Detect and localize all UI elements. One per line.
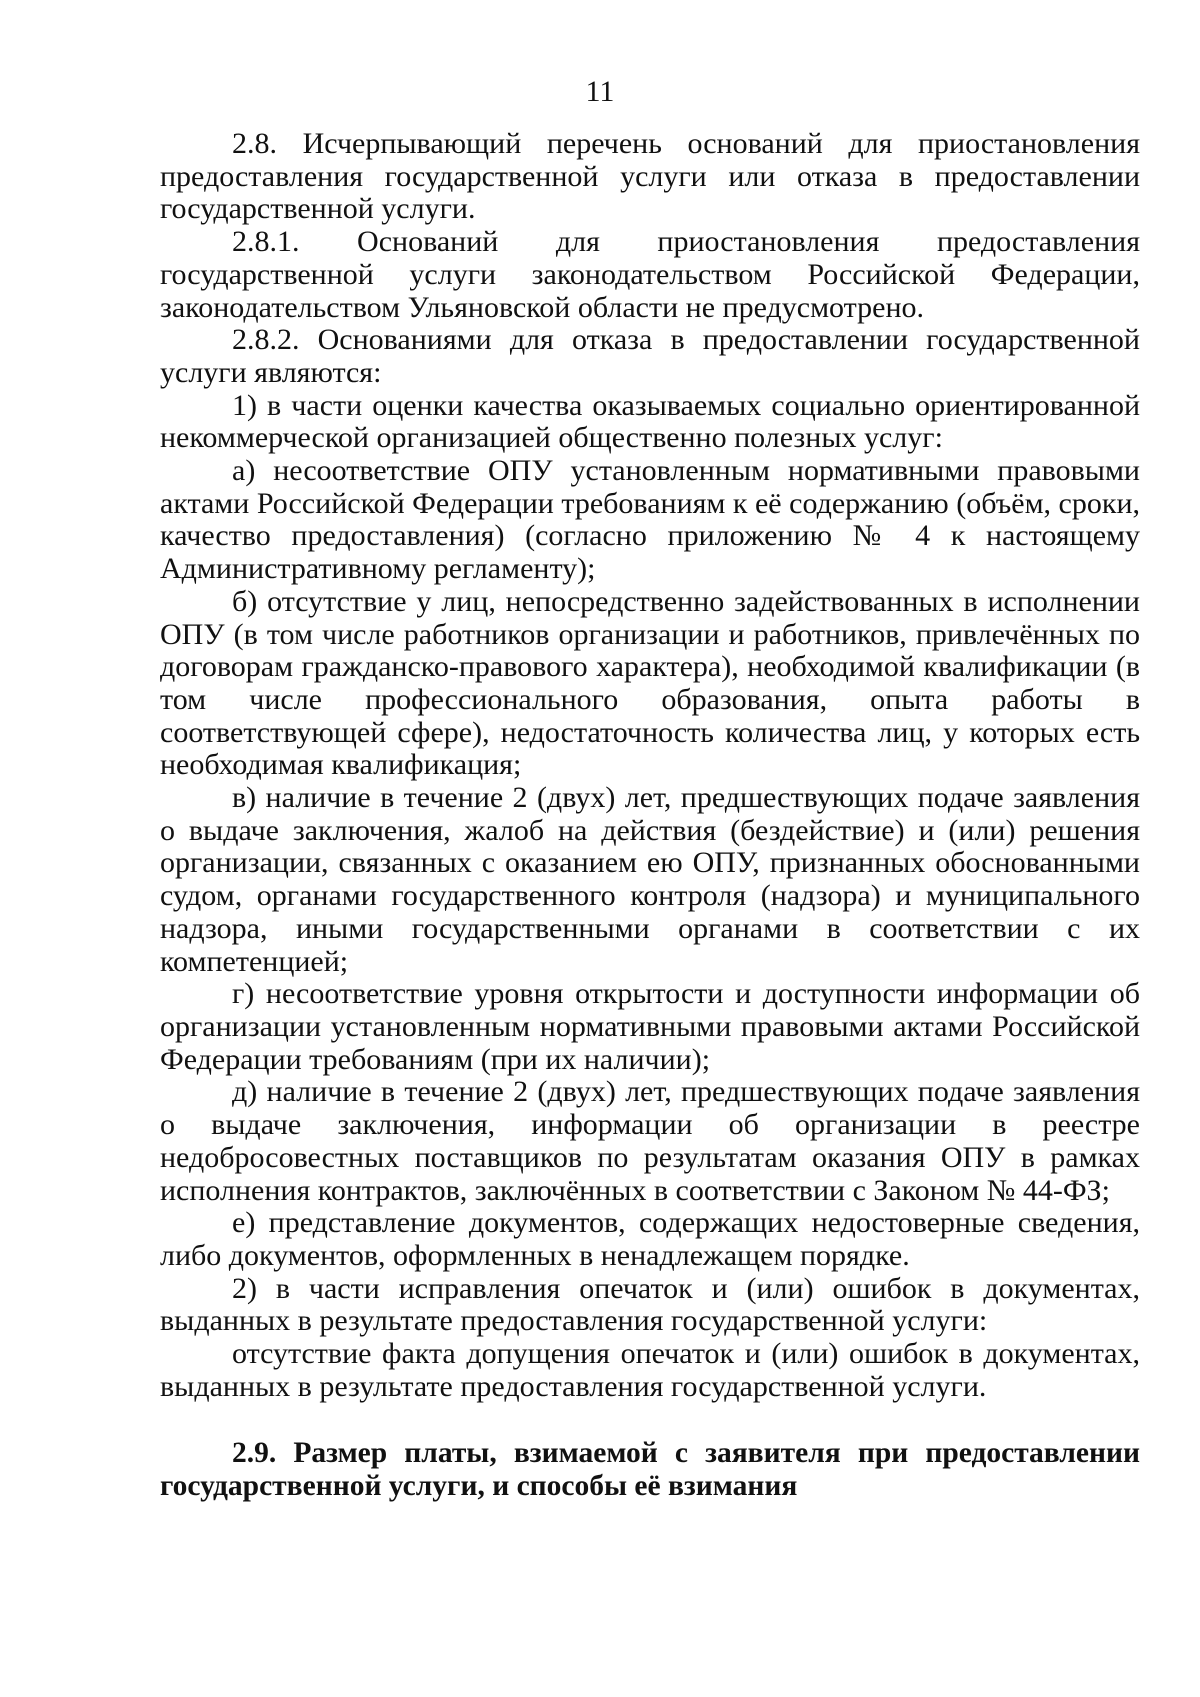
paragraph-item-d: д) наличие в течение 2 (двух) лет, предшествующих подаче заявления о выдаче заключения, информации об организации в реестре недобросовестных поставщиков по результатам оказания ОПУ в рамках исполнения контрактов, заключённых в соответствии с Законом № 44-ФЗ; bbox=[160, 1075, 1140, 1207]
paragraph-item-2: 2) в части исправления опечаток и (или) ошибок в документах, выданных в результате предоставления государственной услуги: bbox=[160, 1271, 1140, 1338]
paragraph-item-e: е) представление документов, содержащих недостоверные сведения, либо документов, оформленных в ненадлежащем порядке. bbox=[160, 1206, 1140, 1272]
paragraph-item-g: г) несоответствие уровня открытости и доступности информации об организации установленным нормативными правовыми актами Российской Федерации требованиям (при их наличии); bbox=[160, 977, 1140, 1076]
section-heading-2-9: 2.9. Размер платы, взимаемой с заявителя при предоставлении государственной услуги, и способы её взимания bbox=[160, 1437, 1140, 1503]
paragraph-item-2-detail: отсутствие факта допущения опечаток и (или) ошибок в документах, выданных в результате предоставления государственной услуги. bbox=[160, 1337, 1140, 1403]
paragraph-item-a: а) несоответствие ОПУ установленным нормативными правовыми актами Российской Федерации требованиям к её содержанию (объём, сроки, качество предоставления) (согласно приложению № 4 к настоящему Административному регламенту); bbox=[160, 454, 1140, 586]
paragraph-2-8: 2.8. Исчерпывающий перечень оснований для приостановления предоставления государственной услуги или отказа в предоставлении государственной услуги. bbox=[160, 127, 1140, 226]
paragraph-item-v: в) наличие в течение 2 (двух) лет, предшествующих подаче заявления о выдаче заключения, жалоб на действия (бездействие) и (или) решения организации, связанных с оказанием ею ОПУ, признанных обоснованными судом, органами государственного контроля (надзора) и муниципального надзора, иными государственными органами в соответствии с их компетенцией; bbox=[160, 781, 1140, 978]
paragraph-2-8-2: 2.8.2. Основаниями для отказа в предоставлении государственной услуги являются: bbox=[160, 323, 1140, 389]
page-number: 11 bbox=[585, 75, 615, 108]
document-body bbox=[160, 128, 1140, 1503]
paragraph-2-8-1: 2.8.1. Оснований для приостановления предоставления государственной услуги законодательством Российской Федерации, законодательством Ульяновской области не предусмотрено. bbox=[160, 225, 1140, 324]
paragraph-item-1: 1) в части оценки качества оказываемых социально ориентированной некоммерческой организацией общественно полезных услуг: bbox=[160, 388, 1140, 455]
paragraph-item-b: б) отсутствие у лиц, непосредственно задействованных в исполнении ОПУ (в том числе работников организации и работников, привлечённых по договорам гражданско-правового характера), необходимой квалификации (в том числе профессионального образования, опыта работы в соответствующей сфере), недостаточность количества лиц, у которых есть необходимая квалификация; bbox=[160, 584, 1140, 782]
